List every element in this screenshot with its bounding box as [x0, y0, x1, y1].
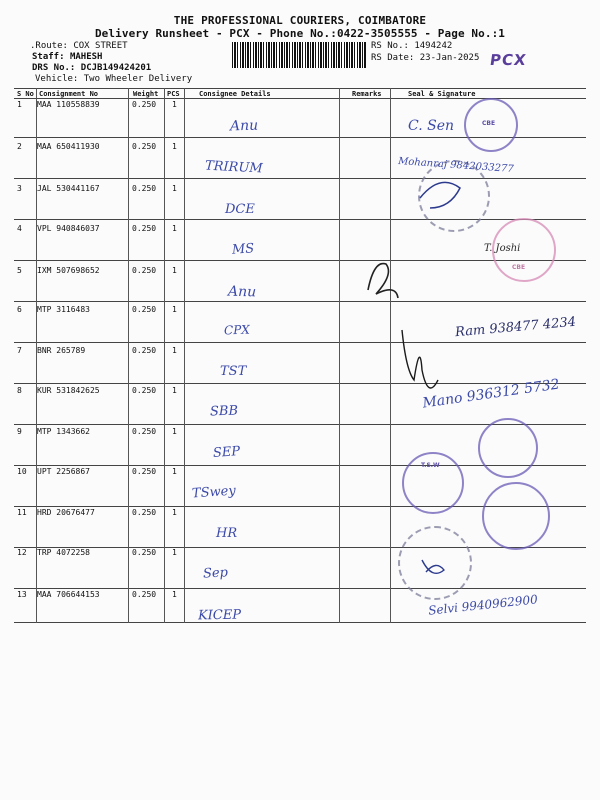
row-weight: 0.250 [132, 346, 157, 355]
row-weight: 0.250 [132, 467, 157, 476]
seal-3-text: CBE [512, 264, 526, 271]
row-sno: 11 [17, 508, 27, 517]
seal-5-text: T.S.W [421, 462, 440, 469]
signature-5: T. Joshi [484, 243, 521, 254]
row-weight: 0.250 [132, 590, 157, 599]
rs-date: RS Date: 23-Jan-2025 [371, 53, 480, 63]
row-consignment-no: MAA 706644153 [37, 590, 100, 599]
staff-label: Staff: [32, 52, 65, 62]
row-sno: 4 [17, 224, 22, 233]
stroke-row5 [368, 264, 398, 298]
staff-value: MAHESH [69, 52, 103, 62]
row-consignment-no: UPT 2256867 [37, 467, 90, 476]
row-pcs: 1 [172, 305, 177, 314]
row-sno: 6 [17, 305, 22, 314]
row-consignment-no: VPL 940846037 [37, 224, 100, 233]
signature-6: Ram 938477 4234 [454, 314, 577, 341]
row-sno: 9 [17, 427, 22, 436]
row-consignee-handwriting: HR [216, 526, 238, 541]
stroke-row7 [402, 330, 438, 388]
row-weight: 0.250 [132, 548, 157, 557]
row-consignee-handwriting: SEP [212, 444, 241, 461]
signature-8: Mano 936312 5732 [421, 376, 561, 412]
row-weight: 0.250 [132, 266, 157, 275]
row-pcs: 1 [172, 508, 177, 517]
col-consignee: Consignee Details [199, 90, 271, 98]
row-consignment-no: TRP 4072258 [37, 548, 90, 557]
row-pcs: 1 [172, 467, 177, 476]
row-pcs: 1 [172, 386, 177, 395]
route-text: .Route: COX STREET [30, 41, 128, 51]
row-consignment-no: HRD 20676477 [37, 508, 95, 517]
row-consignment-no: BNR 265789 [37, 346, 86, 355]
signature-1: C. Sen [408, 118, 455, 134]
row-consignee-handwriting: SBB [209, 403, 239, 420]
drs-value: DCJB149424201 [80, 63, 152, 73]
row-sno: 3 [17, 184, 22, 193]
row-pcs: 1 [172, 346, 177, 355]
row-consignee-handwriting: Anu [229, 117, 259, 135]
row-consignment-no: MAA 650411930 [37, 142, 100, 151]
row-pcs: 1 [172, 224, 177, 233]
col-weight: Weight [133, 90, 159, 98]
col-sno: S No [17, 90, 34, 98]
row-consignee-handwriting: Anu [227, 283, 257, 301]
row-pcs: 1 [172, 142, 177, 151]
company-title: THE PROFESSIONAL COURIERS, COIMBATORE [173, 14, 427, 27]
signature-2: Mohanraj 9842033277 [397, 155, 514, 176]
col-pcs: PCS [167, 90, 180, 98]
runsheet-subtitle: Delivery Runsheet - PCX - Phone No.:0422-3505555 - Page No.:1 [94, 27, 506, 40]
row-pcs: 1 [172, 266, 177, 275]
row-weight: 0.250 [132, 100, 157, 109]
row-pcs: 1 [172, 100, 177, 109]
drs-label: DRS No.: [32, 63, 76, 73]
signature-13: Selvi 9940962900 [427, 592, 539, 618]
row-consignee-handwriting: Sep [202, 565, 229, 582]
vehicle-text: Vehicle: Two Wheeler Delivery [35, 74, 193, 84]
row-weight: 0.250 [132, 142, 157, 151]
row-weight: 0.250 [132, 184, 157, 193]
row-sno: 13 [17, 590, 27, 599]
row-pcs: 1 [172, 590, 177, 599]
row-sno: 8 [17, 386, 22, 395]
row-consignee-handwriting: TST [220, 364, 247, 379]
row-pcs: 1 [172, 184, 177, 193]
row-consignee-handwriting: CPX [223, 322, 251, 338]
row-consignee-handwriting: KICEP [197, 607, 242, 624]
row-consignment-no: IXM 507698652 [37, 266, 100, 275]
row-sno: 12 [17, 548, 27, 557]
row-consignment-no: JAL 530441167 [37, 184, 100, 193]
row-consignee-handwriting: TSwey [191, 483, 237, 502]
row-weight: 0.250 [132, 508, 157, 517]
stroke-row12 [422, 560, 444, 573]
rs-number: RS No.: 1494242 [371, 41, 453, 51]
row-pcs: 1 [172, 427, 177, 436]
row-consignment-no: KUR 531842625 [37, 386, 100, 395]
row-sno: 10 [17, 467, 27, 476]
row-weight: 0.250 [132, 224, 157, 233]
row-sno: 1 [17, 100, 22, 109]
row-consignee-handwriting: TRIRUM [204, 158, 264, 177]
col-consignment: Consignment No [39, 90, 99, 98]
row-sno: 2 [17, 142, 22, 151]
seal-1-text: CBE [482, 120, 496, 127]
row-consignment-no: MTP 1343662 [37, 427, 90, 436]
row-weight: 0.250 [132, 386, 157, 395]
col-seal-signature: Seal & Signature [408, 90, 476, 98]
row-consignee-handwriting: DCE [225, 202, 255, 217]
row-consignment-no: MAA 110558839 [37, 100, 100, 109]
row-sno: 5 [17, 266, 22, 275]
row-consignee-handwriting: MS [231, 241, 255, 258]
col-remarks: Remarks [352, 90, 382, 98]
row-pcs: 1 [172, 548, 177, 557]
row-weight: 0.250 [132, 427, 157, 436]
row-sno: 7 [17, 346, 22, 355]
pcx-logo: PCX [488, 51, 528, 69]
row-weight: 0.250 [132, 305, 157, 314]
row-consignment-no: MTP 3116483 [37, 305, 90, 314]
stroke-row3 [420, 182, 460, 208]
